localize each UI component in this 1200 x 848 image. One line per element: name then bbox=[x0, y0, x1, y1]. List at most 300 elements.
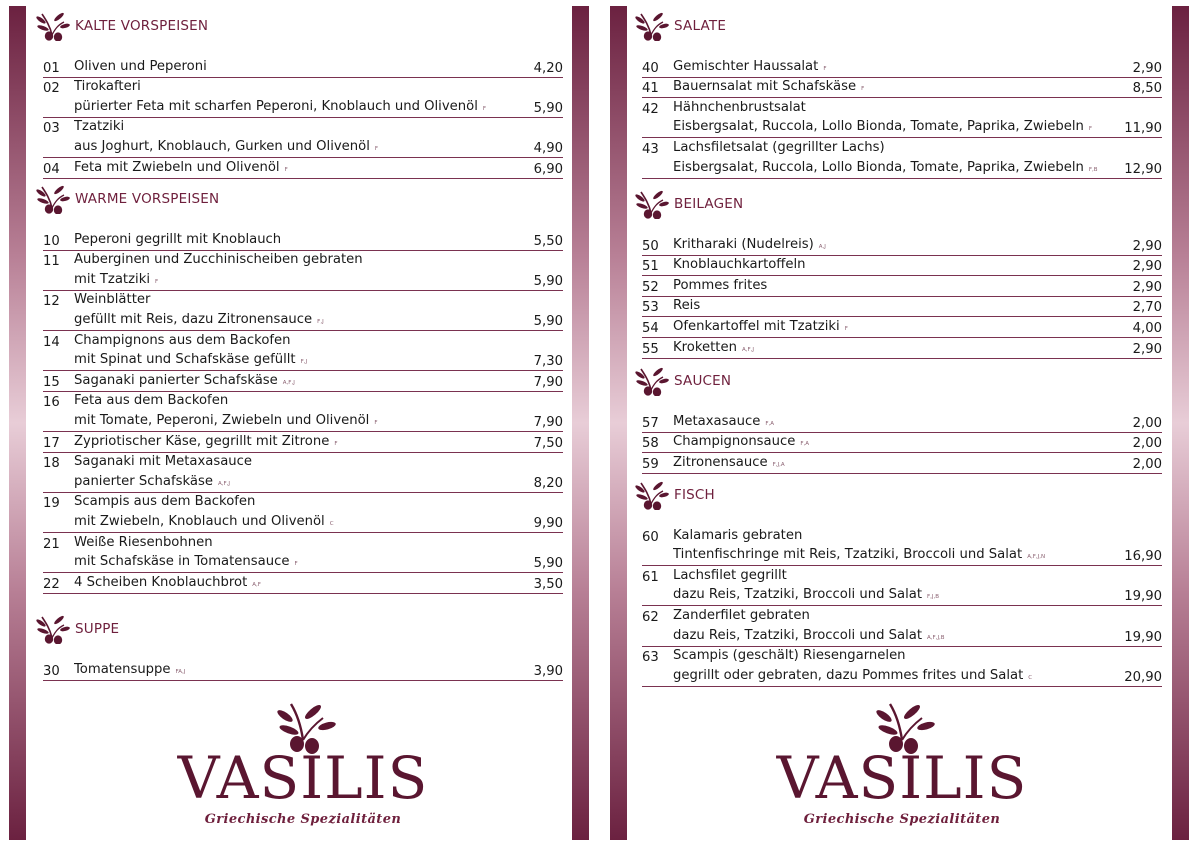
item-text bbox=[74, 79, 503, 97]
olive-icon bbox=[36, 184, 70, 214]
menu-item bbox=[642, 138, 1162, 178]
section-header bbox=[43, 7, 563, 45]
item-number: 03 bbox=[43, 121, 60, 137]
item-description: Kroketten bbox=[673, 339, 737, 355]
item-text bbox=[673, 628, 1102, 646]
menu-item bbox=[43, 533, 563, 573]
menu-item bbox=[642, 317, 1162, 338]
item-price: 7,50 bbox=[533, 435, 563, 451]
item-description: Lachsfiletsalat (gegrillter Lachs) bbox=[673, 139, 885, 155]
item-price: 2,00 bbox=[1132, 456, 1162, 472]
allergen-codes: C bbox=[1028, 674, 1033, 681]
allergen-codes: A,F,J bbox=[282, 379, 295, 386]
menu-item-line bbox=[43, 512, 563, 532]
brand-tagline: Griechische Spezialitäten bbox=[204, 812, 402, 827]
menu-item-line bbox=[43, 118, 563, 138]
menu-item bbox=[642, 98, 1162, 138]
item-price: 7,90 bbox=[533, 374, 563, 390]
item-description: mit Spinat und Schafskäse gefüllt bbox=[74, 352, 296, 368]
section-kalte-vorspeisen bbox=[43, 7, 563, 179]
allergen-codes: F bbox=[284, 166, 288, 173]
item-text bbox=[74, 333, 503, 351]
menu-items bbox=[642, 412, 1162, 474]
olive-icon bbox=[635, 11, 669, 41]
item-text bbox=[673, 648, 1102, 666]
item-description: Weinblätter bbox=[74, 292, 151, 308]
menu-item-line bbox=[43, 660, 563, 680]
item-text bbox=[673, 119, 1102, 137]
menu-item-line bbox=[642, 338, 1162, 358]
item-price: 5,90 bbox=[533, 556, 563, 572]
item-text bbox=[673, 528, 1102, 546]
menu-items bbox=[642, 235, 1162, 359]
item-text bbox=[673, 160, 1102, 178]
item-number: 52 bbox=[642, 279, 659, 295]
item-text bbox=[673, 237, 1102, 255]
menu-item bbox=[43, 453, 563, 493]
item-description: Reis bbox=[673, 298, 701, 314]
allergen-codes: A,F,J bbox=[217, 480, 230, 487]
item-description: Kalamaris gebraten bbox=[673, 527, 803, 543]
item-price: 6,90 bbox=[533, 161, 563, 177]
section-header bbox=[642, 476, 1162, 514]
menu-item-line bbox=[43, 310, 563, 330]
item-number: 12 bbox=[43, 294, 60, 310]
item-number: 21 bbox=[43, 536, 60, 552]
menu-item-line bbox=[43, 573, 563, 593]
allergen-codes: F bbox=[823, 65, 827, 72]
item-price: 19,90 bbox=[1124, 589, 1162, 605]
item-text bbox=[74, 352, 503, 370]
item-text bbox=[673, 668, 1102, 686]
item-price: 2,90 bbox=[1132, 238, 1162, 254]
item-price: 5,90 bbox=[533, 100, 563, 116]
menu-item bbox=[43, 331, 563, 371]
item-price: 2,90 bbox=[1132, 259, 1162, 275]
brand-name: VASILIS bbox=[776, 744, 1028, 812]
item-price: 12,90 bbox=[1124, 161, 1162, 177]
item-price: 2,90 bbox=[1132, 279, 1162, 295]
item-text bbox=[74, 373, 503, 391]
item-number: 63 bbox=[642, 650, 659, 666]
section-header bbox=[642, 185, 1162, 223]
item-text bbox=[74, 575, 503, 593]
menu-item bbox=[43, 371, 563, 392]
item-number: 41 bbox=[642, 81, 659, 97]
allergen-codes: F,B bbox=[1088, 166, 1098, 173]
menu-item-line bbox=[642, 235, 1162, 255]
allergen-codes: A,F,J,B bbox=[927, 634, 945, 641]
menu-item bbox=[642, 412, 1162, 433]
right-page-left-strip bbox=[610, 6, 627, 840]
menu-item-line bbox=[43, 553, 563, 573]
menu-item-line bbox=[642, 317, 1162, 337]
menu-item-line bbox=[43, 371, 563, 391]
item-text bbox=[74, 312, 503, 330]
olive-icon bbox=[635, 189, 669, 219]
menu-item-line bbox=[43, 291, 563, 311]
item-price: 3,90 bbox=[533, 663, 563, 679]
item-description: Tintenfischringe mit Reis, Tzatziki, Broccoli und Salat bbox=[673, 547, 1023, 563]
section-title: WARME VORSPEISEN bbox=[75, 191, 220, 207]
item-number: 18 bbox=[43, 456, 60, 472]
menu-item-line bbox=[642, 138, 1162, 158]
menu-item-line bbox=[642, 276, 1162, 296]
item-price: 2,00 bbox=[1132, 415, 1162, 431]
item-price: 5,90 bbox=[533, 313, 563, 329]
item-text bbox=[74, 119, 503, 137]
menu-item bbox=[642, 433, 1162, 454]
menu-item bbox=[43, 118, 563, 158]
item-text bbox=[673, 298, 1102, 316]
item-description: panierter Schafskäse bbox=[74, 473, 213, 489]
menu-item-line bbox=[642, 566, 1162, 586]
brand-tagline: Griechische Spezialitäten bbox=[803, 812, 1001, 827]
item-text bbox=[74, 252, 503, 270]
item-text bbox=[673, 568, 1102, 586]
item-text bbox=[673, 319, 1102, 337]
item-text bbox=[673, 257, 1102, 275]
item-description: Eisbergsalat, Ruccola, Lollo Bionda, Tomate, Paprika, Zwiebeln bbox=[673, 119, 1084, 135]
item-number: 30 bbox=[43, 663, 60, 679]
section-warme-vorspeisen bbox=[43, 180, 563, 594]
allergen-codes: F bbox=[155, 278, 159, 285]
item-description: mit Zwiebeln, Knoblauch und Olivenöl bbox=[74, 513, 325, 529]
item-description: Eisbergsalat, Ruccola, Lollo Bionda, Tomate, Paprika, Zwiebeln bbox=[673, 159, 1084, 175]
allergen-codes: F bbox=[334, 440, 338, 447]
menu-item bbox=[43, 493, 563, 533]
item-number: 55 bbox=[642, 341, 659, 357]
allergen-codes: F,J,A bbox=[772, 461, 785, 468]
item-description: Tirokafteri bbox=[74, 79, 141, 95]
item-text bbox=[74, 413, 503, 431]
item-price: 4,20 bbox=[533, 60, 563, 76]
item-number: 62 bbox=[642, 609, 659, 625]
allergen-codes: F,J bbox=[317, 318, 324, 325]
allergen-codes: F bbox=[1088, 126, 1093, 133]
item-number: 43 bbox=[642, 141, 659, 157]
olive-icon bbox=[36, 614, 70, 644]
menu-item-line bbox=[642, 57, 1162, 77]
item-text bbox=[74, 232, 503, 250]
allergen-codes: A,F,J,N bbox=[1027, 554, 1046, 561]
item-description: dazu Reis, Tzatziki, Broccoli und Salat bbox=[673, 627, 923, 643]
menu-item-line bbox=[43, 230, 563, 250]
item-description: Auberginen und Zucchinischeiben gebraten bbox=[74, 252, 363, 268]
menu-item bbox=[43, 291, 563, 331]
item-number: 11 bbox=[43, 254, 60, 270]
item-text bbox=[74, 272, 503, 290]
item-text bbox=[673, 455, 1102, 473]
menu-item-line bbox=[43, 453, 563, 473]
item-description: Saganaki panierter Schafskäse bbox=[74, 372, 278, 388]
allergen-codes: F,J,B bbox=[927, 594, 940, 601]
menu-items bbox=[642, 57, 1162, 179]
item-price: 3,50 bbox=[533, 576, 563, 592]
item-price: 5,50 bbox=[533, 233, 563, 249]
right-page-right-strip bbox=[1172, 6, 1189, 840]
section-title: SALATE bbox=[674, 18, 727, 34]
menu-item-line bbox=[642, 433, 1162, 453]
menu-items bbox=[43, 57, 563, 179]
item-text bbox=[74, 494, 503, 512]
section-suppe bbox=[43, 610, 563, 681]
item-text bbox=[673, 608, 1102, 626]
allergen-codes: F bbox=[861, 86, 865, 93]
menu-item bbox=[43, 78, 563, 118]
item-description: Ofenkartoffel mit Tzatziki bbox=[673, 318, 840, 334]
menu-item-line bbox=[43, 392, 563, 412]
item-description: Bauernsalat mit Schafskäse bbox=[673, 79, 857, 95]
item-text bbox=[74, 535, 503, 553]
menu-item-line bbox=[642, 526, 1162, 546]
allergen-codes: F,J bbox=[300, 359, 308, 366]
item-description: mit Schafskäse in Tomatensauce bbox=[74, 554, 290, 570]
menu-item-line bbox=[43, 57, 563, 77]
menu-item-line bbox=[43, 270, 563, 290]
menu-item-line bbox=[642, 158, 1162, 178]
menu-item bbox=[642, 297, 1162, 318]
item-price: 16,90 bbox=[1124, 549, 1162, 565]
allergen-codes: A,F bbox=[252, 581, 261, 588]
item-price: 4,00 bbox=[1132, 320, 1162, 336]
item-text bbox=[74, 662, 503, 680]
brand-name: VASILIS bbox=[177, 744, 429, 812]
menu-item bbox=[642, 647, 1162, 687]
item-number: 59 bbox=[642, 456, 659, 472]
item-number: 10 bbox=[43, 233, 60, 249]
section-saucen bbox=[642, 362, 1162, 474]
section-title: SUPPE bbox=[75, 621, 120, 637]
allergen-codes: F bbox=[482, 105, 487, 112]
item-text bbox=[74, 139, 503, 157]
item-text bbox=[673, 100, 1102, 118]
left-page-right-strip bbox=[572, 6, 589, 840]
allergen-codes: F,A bbox=[800, 441, 810, 448]
item-number: 19 bbox=[43, 496, 60, 512]
item-number: 01 bbox=[43, 60, 60, 76]
item-number: 50 bbox=[642, 238, 659, 254]
section-fisch bbox=[642, 476, 1162, 687]
menu-items bbox=[43, 660, 563, 681]
item-price: 7,30 bbox=[533, 354, 563, 370]
item-text bbox=[673, 340, 1102, 358]
item-description: pürierter Feta mit scharfen Peperoni, Knoblauch und Olivenöl bbox=[74, 98, 478, 114]
item-number: 58 bbox=[642, 436, 659, 452]
item-description: Scampis aus dem Backofen bbox=[74, 494, 256, 510]
menu-item-line bbox=[642, 546, 1162, 566]
allergen-codes: A,J bbox=[818, 243, 826, 250]
item-number: 57 bbox=[642, 415, 659, 431]
item-price: 8,50 bbox=[1132, 81, 1162, 97]
item-text bbox=[74, 393, 503, 411]
restaurant-logo bbox=[173, 700, 433, 840]
menu-item bbox=[642, 78, 1162, 99]
menu-item bbox=[43, 392, 563, 432]
menu-item-line bbox=[642, 586, 1162, 606]
allergen-codes: A,F,J bbox=[741, 346, 754, 353]
item-description: Zanderfilet gebraten bbox=[673, 607, 810, 623]
menu-item-line bbox=[43, 351, 563, 371]
item-description: Weiße Riesenbohnen bbox=[74, 534, 213, 550]
menu-item-line bbox=[43, 251, 563, 271]
menu-item-line bbox=[642, 647, 1162, 667]
item-description: gegrillt oder gebraten, dazu Pommes frites und Salat bbox=[673, 667, 1024, 683]
section-title: KALTE VORSPEISEN bbox=[75, 18, 209, 34]
item-description: Lachsfilet gegrillt bbox=[673, 567, 787, 583]
item-number: 14 bbox=[43, 334, 60, 350]
menu-item-line bbox=[43, 331, 563, 351]
allergen-codes: F bbox=[844, 325, 848, 332]
item-description: Gemischter Haussalat bbox=[673, 58, 819, 74]
item-text bbox=[74, 160, 503, 178]
item-number: 61 bbox=[642, 569, 659, 585]
menu-item-line bbox=[642, 118, 1162, 138]
item-description: Hähnchenbrustsalat bbox=[673, 99, 806, 115]
menu-item-line bbox=[43, 472, 563, 492]
item-text bbox=[673, 414, 1102, 432]
item-description: aus Joghurt, Knoblauch, Gurken und Olivenöl bbox=[74, 138, 370, 154]
olive-icon bbox=[635, 366, 669, 396]
section-title: BEILAGEN bbox=[674, 196, 744, 212]
item-text bbox=[673, 59, 1102, 77]
menu-item-line bbox=[642, 606, 1162, 626]
allergen-codes: F bbox=[374, 419, 378, 426]
menu-item-line bbox=[43, 97, 563, 117]
menu-item-line bbox=[642, 98, 1162, 118]
item-price: 11,90 bbox=[1124, 121, 1162, 137]
restaurant-logo bbox=[772, 700, 1032, 840]
menu-item bbox=[642, 606, 1162, 646]
item-number: 40 bbox=[642, 60, 659, 76]
item-description: Champignons aus dem Backofen bbox=[74, 332, 291, 348]
allergen-codes: C bbox=[329, 520, 334, 527]
section-header bbox=[642, 362, 1162, 400]
left-page-left-strip bbox=[9, 6, 26, 840]
menu-item-line bbox=[43, 432, 563, 452]
olive-icon bbox=[635, 480, 669, 510]
item-description: mit Tzatziki bbox=[74, 271, 150, 287]
menu-item bbox=[642, 235, 1162, 256]
item-price: 9,90 bbox=[533, 515, 563, 531]
item-price: 20,90 bbox=[1124, 669, 1162, 685]
section-title: FISCH bbox=[674, 487, 715, 503]
item-description: Peperoni gegrillt mit Knoblauch bbox=[74, 231, 282, 247]
olive-icon bbox=[36, 11, 70, 41]
item-description: gefüllt mit Reis, dazu Zitronensauce bbox=[74, 311, 313, 327]
item-price: 8,20 bbox=[533, 475, 563, 491]
allergen-codes: F bbox=[294, 561, 298, 568]
item-description: Zitronensauce bbox=[673, 454, 768, 470]
item-price: 2,90 bbox=[1132, 60, 1162, 76]
item-number: 16 bbox=[43, 395, 60, 411]
item-description: mit Tomate, Peperoni, Zwiebeln und Olivenöl bbox=[74, 412, 370, 428]
section-beilagen bbox=[642, 185, 1162, 359]
menu-item-line bbox=[642, 453, 1162, 473]
item-text bbox=[673, 278, 1102, 296]
item-description: dazu Reis, Tzatziki, Broccoli und Salat bbox=[673, 587, 923, 603]
menu-item-line bbox=[642, 412, 1162, 432]
item-description: Scampis (geschält) Riesengarnelen bbox=[673, 648, 906, 664]
menu-item bbox=[43, 573, 563, 594]
menu-page-left bbox=[43, 0, 563, 848]
item-number: 22 bbox=[43, 576, 60, 592]
item-number: 17 bbox=[43, 435, 60, 451]
item-text bbox=[673, 140, 1102, 158]
menu-item-line bbox=[642, 256, 1162, 276]
section-salate bbox=[642, 7, 1162, 179]
item-text bbox=[74, 292, 503, 310]
item-description: Feta mit Zwiebeln und Olivenöl bbox=[74, 159, 280, 175]
item-number: 04 bbox=[43, 161, 60, 177]
item-description: Champignonsauce bbox=[673, 434, 796, 450]
item-price: 5,90 bbox=[533, 273, 563, 289]
item-text bbox=[74, 99, 503, 117]
section-header bbox=[642, 7, 1162, 45]
item-description: Saganaki mit Metaxasauce bbox=[74, 454, 253, 470]
menu-item bbox=[43, 251, 563, 291]
menu-item bbox=[642, 276, 1162, 297]
item-text bbox=[74, 454, 503, 472]
item-price: 19,90 bbox=[1124, 629, 1162, 645]
menu-page-right bbox=[642, 0, 1162, 848]
item-description: Kritharaki (Nudelreis) bbox=[673, 236, 814, 252]
menu-item-line bbox=[43, 533, 563, 553]
item-description: Oliven und Peperoni bbox=[74, 58, 207, 74]
item-price: 2,00 bbox=[1132, 436, 1162, 452]
item-number: 54 bbox=[642, 320, 659, 336]
menu-item-line bbox=[642, 297, 1162, 317]
menu-item-line bbox=[642, 626, 1162, 646]
menu-item-line bbox=[43, 493, 563, 513]
item-description: Knoblauchkartoffeln bbox=[673, 257, 806, 273]
item-number: 15 bbox=[43, 374, 60, 390]
menu-item bbox=[43, 158, 563, 179]
item-description: 4 Scheiben Knoblauchbrot bbox=[74, 574, 248, 590]
item-price: 7,90 bbox=[533, 414, 563, 430]
section-title: SAUCEN bbox=[674, 373, 732, 389]
allergen-codes: F bbox=[374, 145, 379, 152]
item-description: Feta aus dem Backofen bbox=[74, 393, 229, 409]
menu-item-line bbox=[43, 137, 563, 157]
item-number: 42 bbox=[642, 101, 659, 117]
menu-item bbox=[642, 566, 1162, 606]
menu-item-line bbox=[642, 78, 1162, 98]
menu-item-line bbox=[43, 78, 563, 98]
menu-item bbox=[642, 453, 1162, 474]
item-text bbox=[74, 514, 503, 532]
menu-item bbox=[43, 660, 563, 681]
allergen-codes: F,A bbox=[765, 420, 774, 427]
item-price: 4,90 bbox=[533, 140, 563, 156]
menu-items bbox=[642, 526, 1162, 687]
item-text bbox=[74, 554, 503, 572]
item-text bbox=[74, 434, 503, 452]
item-text bbox=[74, 474, 503, 492]
allergen-codes: FA,J bbox=[175, 668, 186, 675]
menu-item bbox=[642, 526, 1162, 566]
menu-item bbox=[43, 57, 563, 78]
menu-item bbox=[642, 256, 1162, 277]
menu-item bbox=[43, 432, 563, 453]
menu-item bbox=[642, 57, 1162, 78]
item-text bbox=[673, 434, 1102, 452]
item-number: 60 bbox=[642, 529, 659, 545]
item-price: 2,70 bbox=[1132, 300, 1162, 316]
item-description: Metaxasauce bbox=[673, 413, 761, 429]
item-number: 51 bbox=[642, 259, 659, 275]
item-text bbox=[673, 79, 1102, 97]
